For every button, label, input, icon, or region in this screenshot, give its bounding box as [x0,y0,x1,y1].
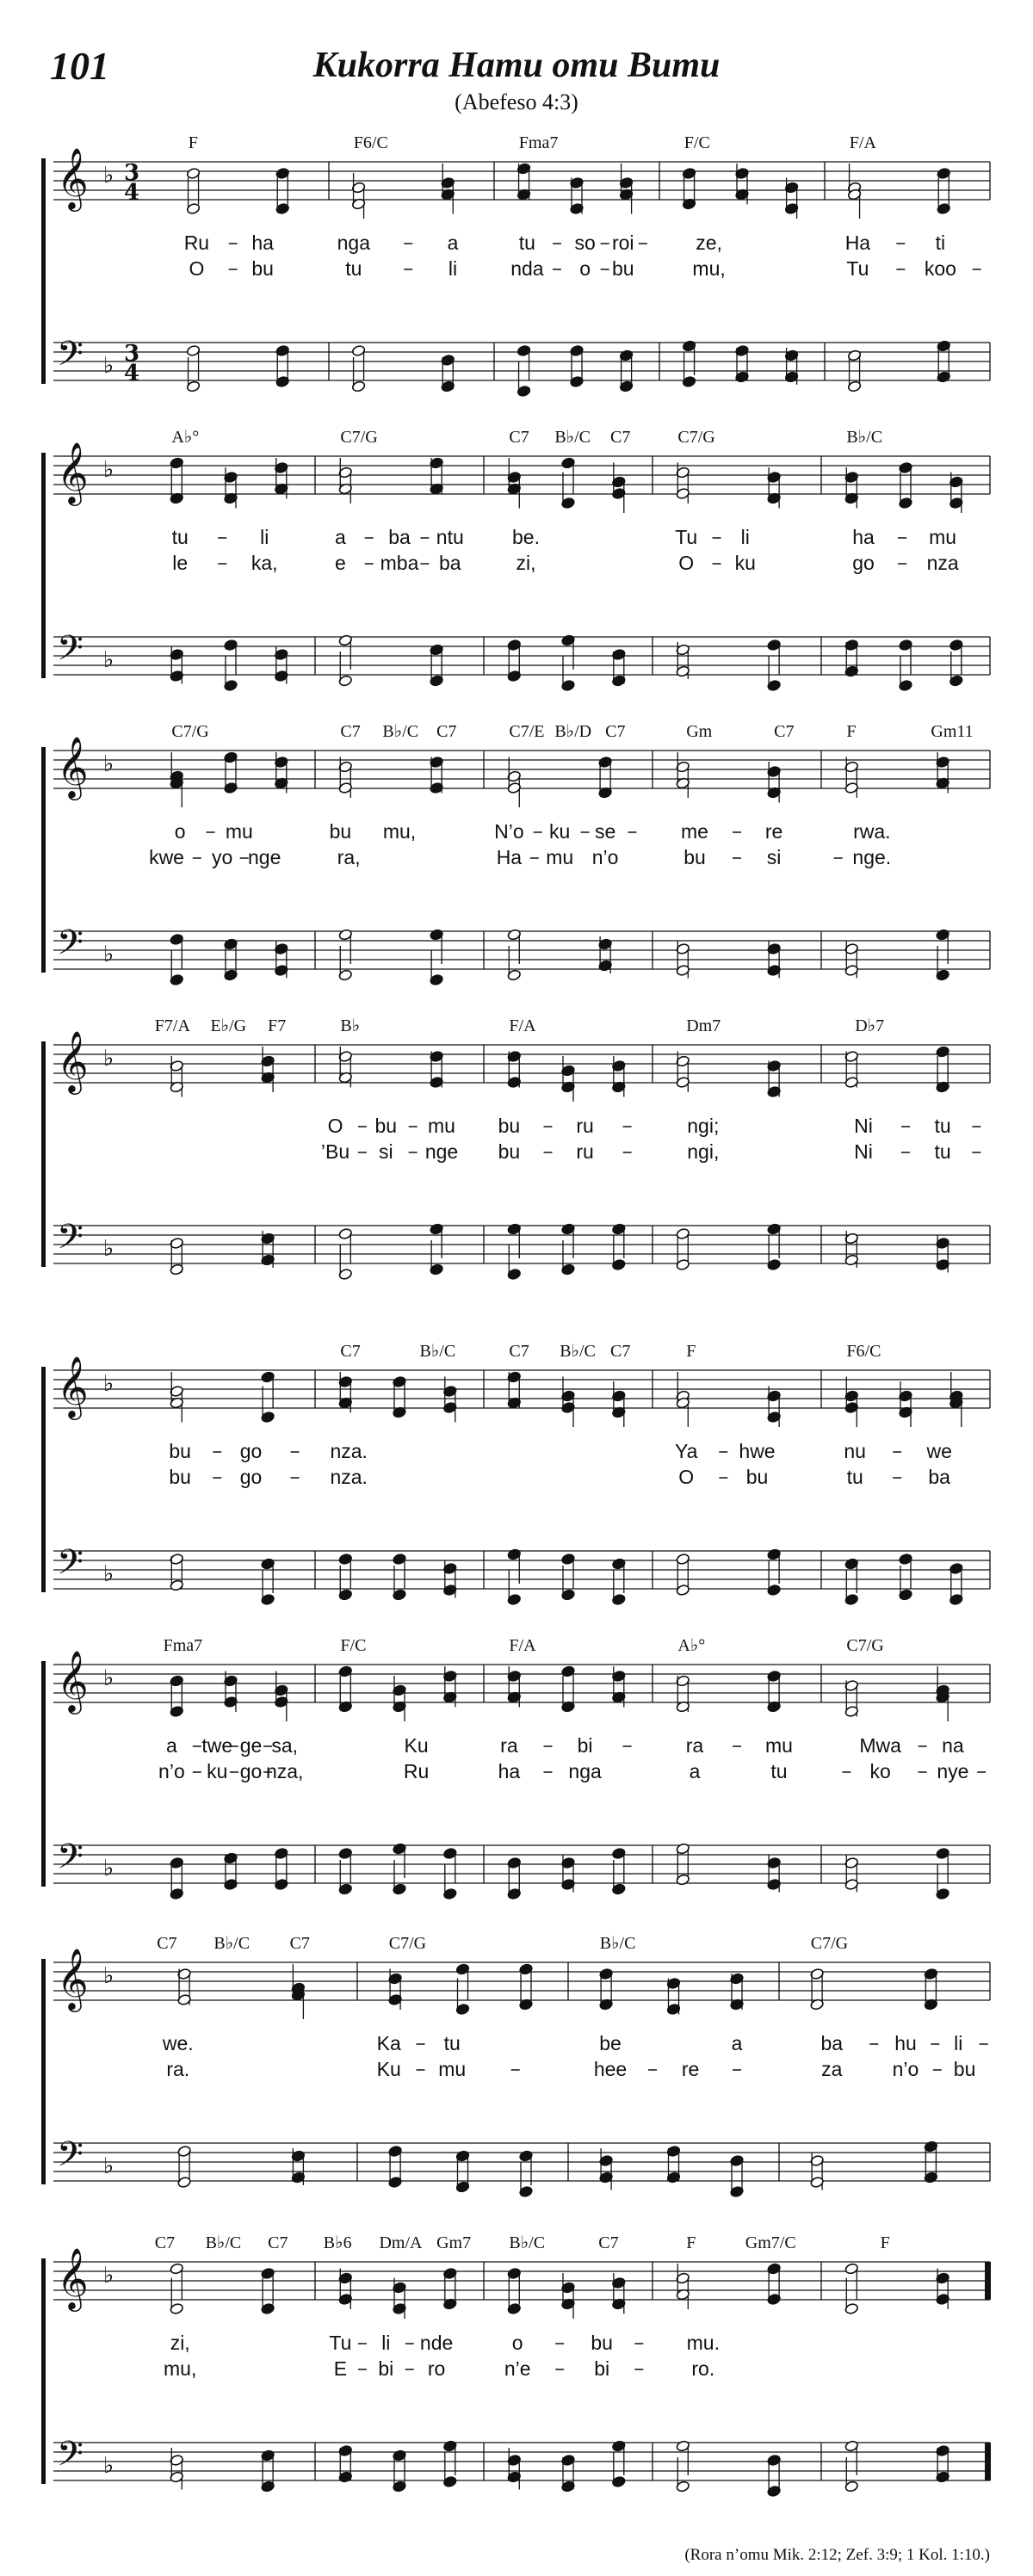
lyric-syllable: ge [239,1734,263,1757]
chord-symbol: C7 [610,428,631,447]
chord-symbol: C7 [605,722,626,741]
lyric-syllable: li [448,257,458,280]
lyric-syllable: mu [225,820,253,843]
lyric-syllable: sa, [271,1734,299,1757]
lyric-syllable: bi [594,2357,610,2380]
lyric-syllable: a [731,2032,743,2054]
treble-clef: 𝄞 [57,1649,89,1712]
lyric-syllable: bu [684,846,706,868]
lyric-syllable: go [239,1440,263,1462]
key-signature-flat: ♭ [103,1963,114,1989]
chord-symbol: B♭/C [599,1934,636,1953]
lyric-syllable: nga [568,1760,602,1782]
lyric-syllable: n’o [158,1760,185,1782]
lyric-syllable: mu [765,1734,793,1757]
chord-symbol: C7 [509,1342,529,1361]
lyric-syllable: mu, [382,820,417,843]
lyric-syllable: a [335,526,346,548]
time-signature-bottom: 4 [124,361,140,386]
chord-symbol: B♭/C [205,2233,242,2252]
chord-symbol: C7/G [388,1934,427,1953]
lyric-syllable: tu [846,1466,863,1488]
lyric-syllable: n’e [504,2357,531,2380]
chord-symbol: C7/G [846,1636,884,1655]
lyric-syllable: o [174,820,186,843]
chord-symbol: F [846,722,857,741]
lyric-syllable: zi, [516,552,536,574]
lyric-syllable: kwe [149,846,184,868]
chord-symbol: F [880,2233,890,2252]
lyric-syllable: O [678,1466,695,1488]
chord-symbol: B♭/C [846,428,883,447]
treble-clef: 𝄞 [57,735,89,798]
bass-clef: 𝄢 [57,1217,84,1265]
chord-symbol: B♭6 [323,2233,352,2252]
lyric-syllable: tu [934,1115,951,1137]
chord-symbol: F7 [268,1016,287,1035]
system-bracket [41,2258,46,2484]
lyric-syllable: n’o [591,846,619,868]
music-system [0,127,1033,420]
lyric-syllable: ze, [696,232,722,254]
treble-clef: 𝄞 [57,1029,89,1092]
final-barline [985,2262,990,2300]
chord-symbol: F/A [509,1016,536,1035]
lyric-syllable: Ku [376,2058,401,2080]
key-signature-flat: ♭ [103,751,114,777]
lyric-syllable: Ru [403,1760,430,1782]
bass-clef: 𝄢 [57,628,84,676]
system-bracket [41,158,46,384]
chord-symbol: C7 [774,722,795,741]
lyric-syllable: a [689,1760,701,1782]
system-bracket [41,747,46,973]
lyric-syllable: N’o [494,820,524,843]
chord-symbol: C7/G [677,428,715,447]
lyric-syllable: hee [593,2058,628,2080]
chord-symbol: B♭/D [554,722,592,741]
bass-clef: 𝄢 [57,1837,84,1885]
treble-clef: 𝄞 [57,1947,89,2010]
lyric-syllable: twe [201,1734,233,1757]
lyric-syllable: ra. [166,2058,190,2080]
lyric-syllable: Tu [675,526,698,548]
lyric-syllable: mu [546,846,574,868]
treble-clef: 𝄞 [57,1355,89,1418]
key-signature-flat: ♭ [103,1665,114,1691]
lyric-syllable: bu [953,2058,976,2080]
treble-staff [53,1370,990,1408]
chord-symbol: F7/A [154,1016,190,1035]
lyric-syllable: tu [345,257,362,280]
lyric-syllable: o [579,257,591,280]
lyric-syllable: hwe [739,1440,776,1462]
lyric-syllable: Tu [329,2332,352,2354]
chord-symbol: F/C [684,133,710,152]
lyric-syllable: tu [171,526,189,548]
lyric-syllable: ru [576,1140,594,1163]
lyric-syllable: li [740,526,750,548]
lyric-syllable: ko [869,1760,891,1782]
lyric-syllable: si [379,1140,393,1163]
lyric-syllable: we [926,1440,952,1462]
chord-symbol: A♭° [171,428,200,447]
lyric-syllable: Tu [846,257,869,280]
music-system [0,1010,1033,1303]
lyric-syllable: ra [685,1734,704,1757]
lyric-syllable: bu [169,1466,191,1488]
lyric-syllable: rwa. [853,820,891,843]
key-signature-flat: ♭ [103,2263,114,2289]
lyric-syllable: nye [937,1760,969,1782]
chord-symbol: C7 [610,1342,631,1361]
lyric-syllable: za [821,2058,843,2080]
lyric-syllable: so [574,232,596,254]
lyric-syllable: ku [549,820,571,843]
chord-symbol: C7 [340,1342,361,1361]
lyric-syllable: bu [169,1440,191,1462]
lyric-syllable: nza. [330,1466,368,1488]
system-bracket [41,1041,46,1267]
chord-symbol: D♭7 [855,1016,885,1035]
lyric-syllable: ntu [436,526,464,548]
chord-symbol: C7 [436,722,457,741]
hymn-number: 101 [50,44,109,88]
lyric-syllable: ku [207,1760,228,1782]
key-signature-flat: ♭ [103,2153,114,2179]
chord-symbol: C7/G [340,428,378,447]
lyric-syllable: be. [512,526,540,548]
chord-symbol: A♭° [677,1636,706,1655]
lyric-syllable: bu [591,2332,613,2354]
chord-symbol: C7/G [810,1934,849,1953]
chord-symbol: Fma7 [163,1636,203,1655]
music-system [0,1630,1033,1923]
lyric-syllable: ba [928,1466,950,1488]
lyric-syllable: ru [576,1115,594,1137]
lyric-syllable: re [764,820,783,843]
lyric-syllable: zi, [170,2332,190,2354]
lyric-syllable: ha [498,1760,521,1782]
chord-symbol: C7 [289,1934,310,1953]
chord-symbol: C7 [154,2233,176,2252]
lyric-syllable: mba [380,552,419,574]
lyric-syllable: mu [929,526,957,548]
lyric-syllable: nde [419,2332,454,2354]
chord-symbol: C7/E [509,722,545,741]
lyric-syllable: se [594,820,616,843]
key-signature-flat: ♭ [103,942,114,967]
chord-symbol: C7 [268,2233,288,2252]
chord-symbol: B♭/C [419,1342,456,1361]
music-system [0,1336,1033,1628]
lyric-syllable: bi [378,2357,394,2380]
music-system [0,716,1033,1009]
chord-symbol: Gm7/C [745,2233,796,2252]
lyric-syllable: ra, [337,846,361,868]
lyric-syllable: tu [770,1760,788,1782]
lyric-syllable: nge [424,1140,459,1163]
lyric-syllable: Ku [404,1734,429,1757]
key-signature-flat: ♭ [103,1046,114,1072]
chord-symbol: C7/G [171,722,209,741]
treble-clef: 𝄞 [57,2246,89,2309]
chord-symbol: C7 [509,428,529,447]
scripture-reference: (Abefeso 4:3) [455,90,578,114]
chord-symbol: B♭/C [213,1934,251,1953]
lyric-syllable: e [335,552,346,574]
bass-clef: 𝄢 [57,2134,84,2183]
system-bracket [41,1959,46,2184]
lyric-syllable: Ha [496,846,523,868]
lyric-syllable: Mwa [859,1734,901,1757]
bass-clef: 𝄢 [57,2434,84,2482]
lyric-syllable: ba [820,2032,844,2054]
lyric-syllable: bi [577,1734,593,1757]
system-bracket [41,453,46,678]
lyric-syllable: be [599,2032,622,2054]
music-system [0,2227,1033,2520]
lyric-syllable: na [942,1734,964,1757]
chord-symbol: C7 [598,2233,619,2252]
lyric-syllable: nge. [852,846,892,868]
lyric-syllable: ku [734,552,756,574]
lyric-syllable: tu [518,232,535,254]
lyric-syllable: ngi, [687,1140,720,1163]
chord-symbol: Fma7 [518,133,559,152]
treble-clef: 𝄞 [57,146,89,209]
chord-symbol: F [686,1342,696,1361]
lyric-syllable: yo [212,846,233,868]
chord-symbol: B♭/C [560,1342,596,1361]
chord-symbol: B♭ [340,1016,361,1035]
lyric-syllable: a [447,232,459,254]
time-signature-bottom: 4 [124,180,140,206]
lyric-syllable: li [260,526,269,548]
lyric-syllable: nda [510,257,544,280]
lyric-syllable: Ha [844,232,871,254]
key-signature-flat: ♭ [103,457,114,483]
system-bracket [41,1661,46,1887]
lyric-syllable: hu [894,2032,917,2054]
lyric-syllable: nza [926,552,959,574]
lyric-syllable: go [239,1760,263,1782]
treble-staff [53,1045,990,1083]
lyric-syllable: a [166,1734,177,1757]
key-signature-flat: ♭ [103,2453,114,2479]
chord-symbol: Dm/A [379,2233,423,2252]
final-barline [985,2443,990,2480]
chord-symbol: B♭/C [509,2233,546,2252]
lyric-syllable: ba [388,526,411,548]
bass-clef: 𝄢 [57,334,84,382]
chord-symbol: F/A [849,133,876,152]
lyric-syllable: mu [438,2058,467,2080]
lyric-syllable: Ni [854,1140,873,1163]
lyric-syllable: O [327,1115,343,1137]
lyric-syllable: go [852,552,875,574]
lyric-syllable: ’Bu [320,1140,350,1163]
lyric-syllable: o [511,2332,523,2354]
time-signature-top: 3 [124,341,140,367]
chord-symbol: F6/C [846,1342,881,1361]
lyric-syllable: bu [251,257,274,280]
lyric-syllable: si [766,846,782,868]
music-system [0,422,1033,714]
lyric-syllable: le [172,552,189,574]
lyric-syllable: ba [439,552,461,574]
lyric-syllable: li [381,2332,391,2354]
chord-symbol: F/A [509,1636,536,1655]
lyric-syllable: ha [251,232,274,254]
lyric-syllable: we. [162,2032,194,2054]
system-bracket [41,1367,46,1592]
lyric-syllable: bu [498,1140,521,1163]
lyric-syllable: E [333,2357,348,2380]
treble-clef: 𝄞 [57,441,89,503]
key-signature-flat: ♭ [103,647,114,673]
lyric-syllable: bu [611,257,634,280]
key-signature-flat: ♭ [103,1856,114,1881]
bass-clef: 𝄢 [57,923,84,971]
music-system [0,1928,1033,2221]
chord-symbol: F [686,2233,696,2252]
key-signature-flat: ♭ [103,1371,114,1397]
lyric-syllable: nza, [265,1760,304,1782]
lyric-syllable: li [954,2032,963,2054]
chord-symbol: Dm7 [686,1016,721,1035]
chord-symbol: B♭/C [554,428,591,447]
lyric-syllable: bu [745,1466,769,1488]
lyric-syllable: nu [844,1440,866,1462]
lyric-syllable: roi [611,232,634,254]
lyric-syllable: re [681,2058,700,2080]
lyric-syllable: nge [248,846,281,868]
key-signature-flat: ♭ [103,1236,114,1262]
chord-symbol: F/C [340,1636,367,1655]
lyric-syllable: ra [500,1734,518,1757]
lyric-syllable: bu [498,1115,521,1137]
lyric-syllable: Ya [674,1440,698,1462]
lyric-syllable: mu, [692,257,726,280]
key-signature-flat: ♭ [103,1561,114,1587]
bass-clef: 𝄢 [57,1542,84,1591]
time-signature-top: 3 [124,160,140,186]
lyric-syllable: mu. [686,2332,720,2354]
lyric-syllable: me [681,820,708,843]
lyric-syllable: koo [924,257,956,280]
chord-symbol: C7 [157,1934,177,1953]
lyric-syllable: O [189,257,205,280]
lyric-syllable: go [239,1466,263,1488]
bass-staff [53,1551,990,1589]
lyric-syllable: bu [374,1115,398,1137]
lyric-syllable: Ni [854,1115,873,1137]
lyric-syllable: nza. [330,1440,368,1462]
key-signature-flat: ♭ [103,353,114,379]
chord-symbol: C7 [340,722,361,741]
lyric-syllable: mu, [164,2357,197,2380]
lyric-syllable: O [678,552,695,574]
lyric-syllable: tu [443,2032,461,2054]
chord-symbol: F [188,133,198,152]
lyric-syllable: n’o [892,2058,919,2080]
chord-symbol: Gm11 [931,722,974,741]
lyric-syllable: ro. [691,2357,715,2380]
lyric-syllable: tu [934,1140,951,1163]
lyric-syllable: ti [935,232,946,254]
chord-symbol: Gm7 [436,2233,472,2252]
hymn-title: Kukorra Hamu omu Bumu [312,46,721,85]
lyric-syllable: bu [329,820,352,843]
bass-staff [53,2143,990,2181]
lyric-syllable: ka, [251,552,278,574]
lyric-syllable: mu [428,1115,455,1137]
chord-symbol: F6/C [353,133,388,152]
chord-symbol: Gm [686,722,713,741]
chord-symbol: E♭/G [210,1016,247,1035]
lyric-syllable: ngi; [687,1115,720,1137]
lyric-syllable: ha [852,526,875,548]
lyric-syllable: Ka [376,2032,401,2054]
lyric-syllable: ro [427,2357,446,2380]
cross-references: (Rora n’omu Mik. 2:12; Zef. 3:9; 1 Kol. 1:10.) [684,2546,990,2564]
key-signature-flat: ♭ [103,163,114,188]
chord-symbol: B♭/C [382,722,419,741]
lyric-syllable: nga [337,232,370,254]
lyric-syllable: Ru [183,232,210,254]
